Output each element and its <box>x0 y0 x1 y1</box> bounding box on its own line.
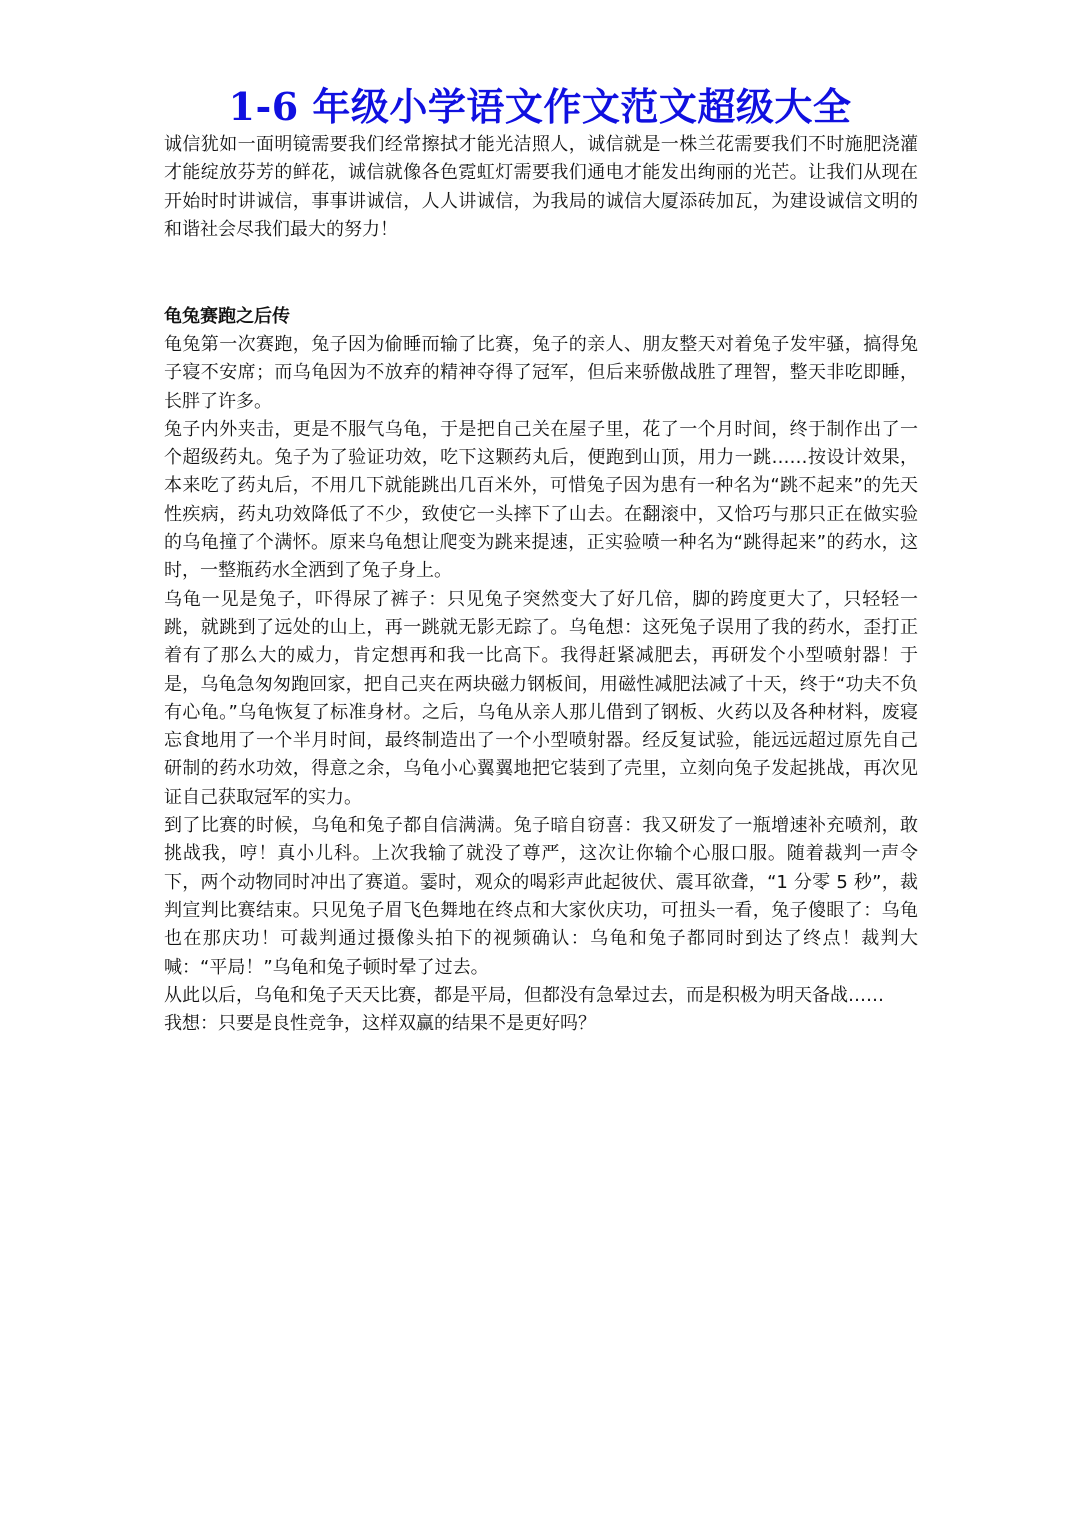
story-body <box>164 331 918 1038</box>
story-paragraph: 兔子内外夹击，更是不服气乌龟，于是把自己关在屋子里，花了一个月时间，终于制作出了一个超级药丸。兔子为了验证功效，吃下这颗药丸后，便跑到山顶，用力一跳……按设计效果，本来吃了药丸后，不用几下就能跳出几百米外，可惜兔子因为患有一种名为“跳不起来”的先天性疾病，药丸功效降低了不少，致使它一头摔下了山去。在翻滚中，又恰巧与那只正在做实验的乌龟撞了个满怀。原来乌龟想让爬变为跳来提速，正实验喷一种名为“跳得起来”的药水，这时，一整瓶药水全洒到了兔子身上。 <box>164 418 918 582</box>
story-paragraph: 从此以后，乌龟和兔子天天比赛，都是平局，但都没有急晕过去，而是积极为明天备战…… <box>164 984 884 1006</box>
document-title: 1-6 年级小学语文作文范文超级大全 <box>228 84 852 129</box>
story-paragraph: 乌龟一见是兔子，吓得尿了裤子：只见兔子突然变大了好几倍，脚的跨度更大了，只轻轻一跳，就跳到了远处的山上，再一跳就无影无踪了。乌龟想：这死兔子误用了我的药水，歪打正着有了那么大的威力，肯定想再和我一比高下。我得赶紧减肥去，再研发个小型喷射器！于是，乌龟急匆匆跑回家，把自己夹在两块磁力钢板间，用磁性减肥法减了十天，终于“功夫不负有心龟。”乌龟恢复了标准身材。之后，乌龟从亲人那儿借到了钢板、火药以及各种材料，废寝忘食地用了一个半月时间，最终制造出了一个小型喷射器。经反复试验，能远远超过原先自己研制的药水功效，得意之余，乌龟小心翼翼地把它装到了壳里，立刻向兔子发起挑战，再次见证自己获取冠军的实力。 <box>164 588 918 808</box>
story-paragraph: 到了比赛的时候，乌龟和兔子都自信满满。兔子暗自窃喜：我又研发了一瓶增速补充喷剂，敢挑战我，哼！真小儿科。上次我输了就没了尊严，这次让你输个心服口服。随着裁判一声令下，两个动物同时冲出了赛道。霎时，观众的喝彩声此起彼伏、震耳欲聋，“1 分零 5 秒”，裁判宣判比赛结束。只见兔子眉飞色舞地在终点和大家伙庆功，可扭头一看，兔子傻眼了：乌龟也在那庆功！可裁判通过摄像头拍下的视频确认：乌龟和兔子都同时到达了终点！裁判大喊：“平局！”乌龟和兔子顿时晕了过去。 <box>164 815 918 978</box>
story-paragraph: 龟兔第一次赛跑，兔子因为偷睡而输了比赛，兔子的亲人、朋友整天对着兔子发牢骚，搞得兔子寝不安席；而乌龟因为不放弃的精神夺得了冠军，但后来骄傲战胜了理智，整天非吃即睡，长胖了许多。 <box>164 334 918 412</box>
story-paragraph: 我想：只要是良性竞争，这样双赢的结果不是更好吗？ <box>164 1013 596 1035</box>
intro-paragraph: 诚信犹如一面明镜需要我们经常擦拭才能光洁照人，诚信就是一株兰花需要我们不时施肥浇灌才能绽放芬芳的鲜花，诚信就像各色霓虹灯需要我们通电才能发出绚丽的光芒。让我们从现在开始时时讲诚信，事事讲诚信，人人讲诚信，为我局的诚信大厦添砖加瓦，为建设诚信文明的和谐社会尽我们最大的努力！ <box>164 134 918 240</box>
story-title: 龟兔赛跑之后传 <box>164 306 290 327</box>
